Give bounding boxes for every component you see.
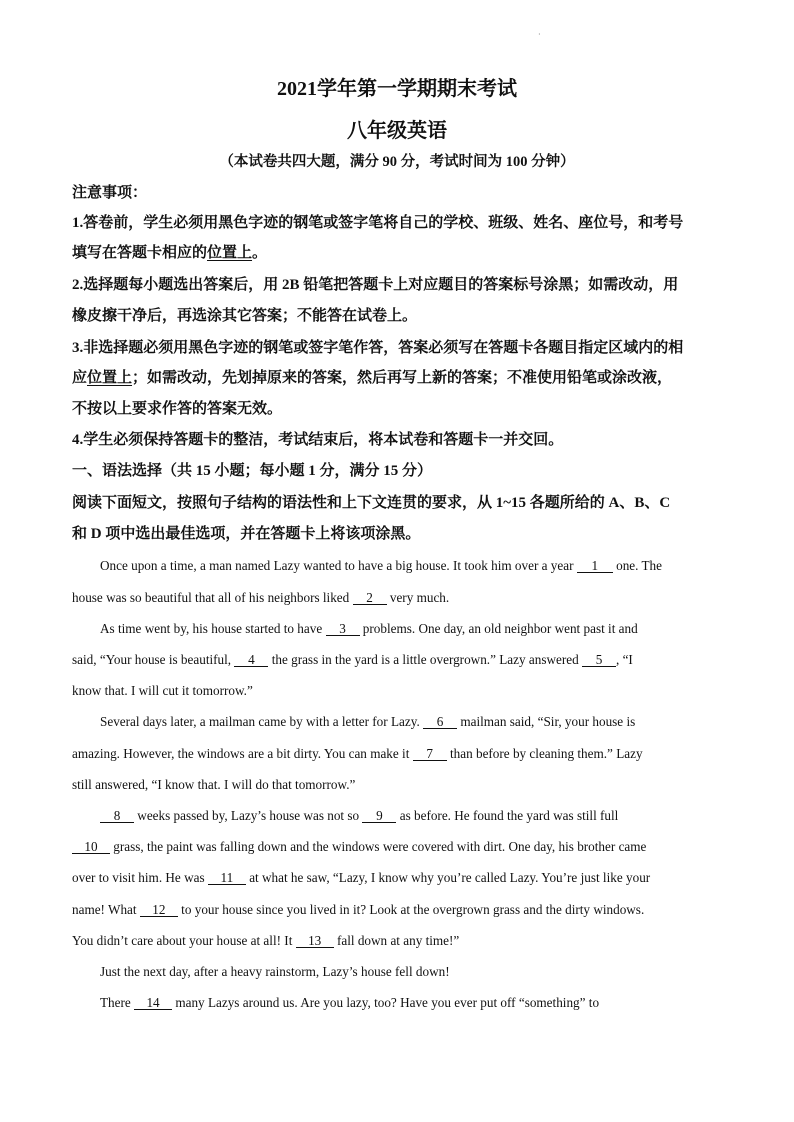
scan-mark: ·	[538, 30, 541, 39]
exam-info: （本试卷共四大题，满分 90 分，考试时间为 100 分钟）	[219, 154, 575, 170]
passage-text: There	[100, 995, 135, 1010]
passage-line	[72, 589, 724, 607]
blank-9: 9	[362, 809, 396, 823]
note-underlined: 位置上	[207, 245, 253, 261]
passage-text: many Lazys around us. Are you lazy, too? Have you ever put off “something” to	[172, 995, 600, 1010]
note-2-line-1: 2.选择题每小题选出答案后，用 2B 铅笔把答题卡上对应题目的答案标号涂黑；如需改动，用	[72, 277, 679, 293]
note-text: ；如需改动，先划掉原来的答案，然后再写上新的答案；不准使用铅笔或涂改液，	[132, 370, 673, 386]
passage-line	[72, 713, 752, 731]
blank-12: 12	[140, 903, 178, 917]
blank-14: 14	[134, 996, 172, 1010]
note-4: 4.学生必须保持答题卡的整洁，考试结束后，将本试卷和答题卡一并交回。	[72, 432, 564, 448]
passage-line	[72, 557, 752, 575]
passage-line	[72, 838, 724, 856]
note-text: 填写在答题卡相应的	[72, 245, 208, 261]
blank-11: 11	[208, 871, 246, 885]
passage-line: still answered, “I know that. I will do that tomorrow.”	[72, 777, 356, 792]
note-text: 。	[252, 245, 268, 261]
passage-text: than before by cleaning them.” Lazy	[446, 746, 643, 761]
passage-text: As time went by, his house started to have	[100, 621, 326, 636]
section-1-heading: 一、语法选择（共 15 小题；每小题 1 分，满分 15 分）	[72, 463, 433, 479]
passage-text: said, “Your house is beautiful,	[72, 652, 235, 667]
blank-3: 3	[326, 622, 360, 636]
passage-line	[72, 620, 752, 638]
passage-line: know that. I will cut it tomorrow.”	[72, 683, 253, 698]
passage-line	[72, 651, 724, 669]
passage-line	[72, 932, 724, 950]
notes-heading: 注意事项：	[72, 185, 148, 201]
passage-line	[72, 869, 724, 887]
section-1-instruction-1: 阅读下面短文，按照句子结构的语法性和上下文连贯的要求，从 1~15 各题所给的 A、B、C	[72, 495, 671, 511]
passage-text: amazing. However, the windows are a bit dirty. You can make it	[72, 746, 413, 761]
passage-text: one. The	[612, 558, 662, 573]
passage-text: Once upon a time, a man named Lazy wanted to have a big house. It took him over a year	[100, 558, 577, 573]
blank-2: 2	[353, 591, 387, 605]
passage-text: mailman said, “Sir, your house is	[457, 714, 636, 729]
exam-subject: 八年级英语	[347, 120, 447, 142]
passage-text: fall down at any time!”	[333, 933, 460, 948]
passage-line: Just the next day, after a heavy rainstorm, Lazy’s house fell down!	[100, 964, 450, 979]
passage-line	[72, 994, 752, 1012]
blank-6: 6	[423, 715, 457, 729]
note-3-line-3: 不按以上要求作答的答案无效。	[72, 401, 283, 417]
passage-text: problems. One day, an old neighbor went past it and	[359, 621, 638, 636]
passage-text: Several days later, a mailman came by with a letter for Lazy.	[100, 714, 424, 729]
note-1-line-2	[72, 242, 732, 264]
note-text: 应	[72, 370, 88, 386]
passage-line	[72, 807, 752, 825]
section-1-instruction-2: 和 D 项中选出最佳选项，并在答题卡上将该项涂黑。	[72, 526, 421, 542]
passage-text: at what he saw, “Lazy, I know why you’re called Lazy. You’re just like your	[245, 870, 651, 885]
blank-5: 5	[582, 653, 616, 667]
passage-text: house was so beautiful that all of his neighbors liked	[72, 590, 353, 605]
blank-7: 7	[413, 747, 447, 761]
note-2-line-2: 橡皮擦干净后，再选涂其它答案；不能答在试卷上。	[72, 308, 418, 324]
blank-13: 13	[296, 934, 334, 948]
note-3-line-1: 3.非选择题必须用黑色字迹的钢笔或签字笔作答，答案必须写在答题卡各题目指定区域内的相	[72, 340, 684, 356]
passage-text: as before. He found the yard was still full	[396, 808, 619, 823]
note-underlined: 位置上	[87, 370, 133, 386]
passage-text: grass, the paint was falling down and the windows were covered with dirt. One day, his brother came	[110, 839, 647, 854]
passage-line	[72, 745, 724, 763]
note-3-line-2	[72, 367, 732, 389]
passage-line	[72, 901, 724, 919]
passage-text: You didn’t care about your house at all! It	[72, 933, 296, 948]
passage-text: name! What	[72, 902, 140, 917]
blank-10: 10	[72, 840, 110, 854]
passage-text: , “I	[615, 652, 633, 667]
passage-text: the grass in the yard is a little overgrown.” Lazy answered	[268, 652, 582, 667]
blank-1: 1	[577, 559, 613, 573]
blank-8: 8	[100, 809, 134, 823]
exam-title: 2021学年第一学期期末考试	[277, 78, 517, 100]
note-1-line-1: 1.答卷前，学生必须用黑色字迹的钢笔或签字笔将自己的学校、班级、姓名、座位号，和考号	[72, 215, 684, 231]
blank-4: 4	[234, 653, 268, 667]
passage-text: over to visit him. He was	[72, 870, 208, 885]
passage-text: to your house since you lived in it? Look at the overgrown grass and the dirty windows.	[177, 902, 645, 917]
passage-text: very much.	[386, 590, 450, 605]
passage-text: weeks passed by, Lazy’s house was not so	[134, 808, 363, 823]
